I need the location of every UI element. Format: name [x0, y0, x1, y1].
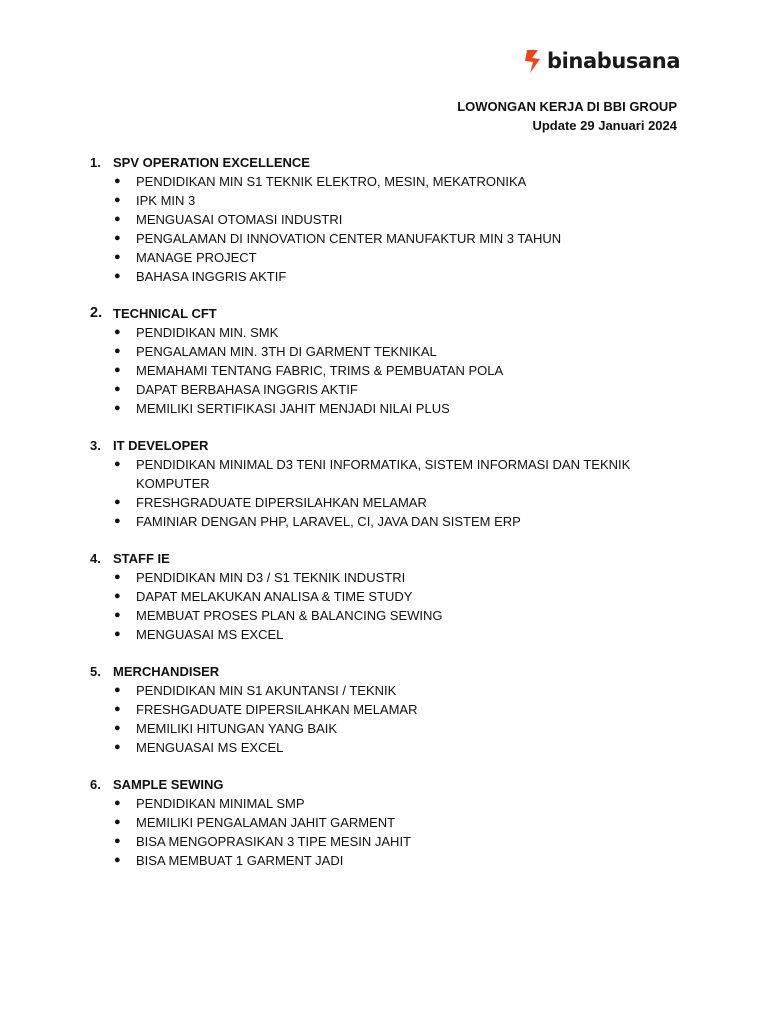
bullet-icon: ●: [114, 571, 121, 583]
requirement-text: MENGUASAI MS EXCEL: [136, 627, 284, 642]
requirement-text: PENDIDIKAN MIN D3 / S1 TEKNIK INDUSTRI: [136, 570, 406, 585]
requirement-item: [90, 794, 670, 813]
bullet-icon: ●: [114, 854, 121, 866]
requirement-text: MEMILIKI PENGALAMAN JAHIT GARMENT: [136, 815, 396, 830]
bullet-icon: ●: [114, 175, 121, 187]
requirement-text: MEMILIKI SERTIFIKASI JAHIT MENJADI NILAI PLUS: [136, 401, 450, 416]
bullet-icon: ●: [114, 590, 121, 602]
job-number: 3.: [90, 438, 101, 453]
requirement-item: [90, 191, 670, 210]
requirement-text: PENGALAMAN MIN. 3TH DI GARMENT TEKNIKAL: [136, 344, 437, 359]
requirement-text: DAPAT MELAKUKAN ANALISA & TIME STUDY: [136, 589, 413, 604]
job-section: [90, 304, 670, 418]
requirement-text: BISA MENGOPRASIKAN 3 TIPE MESIN JAHIT: [136, 834, 411, 849]
job-title: SPV OPERATION EXCELLENCE: [113, 155, 310, 170]
bullet-icon: ●: [114, 835, 121, 847]
job-title: MERCHANDISER: [113, 664, 220, 679]
requirement-text: PENDIDIKAN MIN S1 TEKNIK ELEKTRO, MESIN, MEKATRONIKA: [136, 174, 527, 189]
job-section: [90, 436, 670, 531]
bullet-icon: ●: [114, 402, 121, 414]
requirement-text: MENGUASAI OTOMASI INDUSTRI: [136, 212, 343, 227]
bullet-icon: ●: [114, 496, 121, 508]
requirement-item: [90, 361, 670, 380]
requirement-list: [90, 172, 670, 286]
job-number: 4.: [90, 551, 101, 566]
requirement-text: PENDIDIKAN MIN S1 AKUNTANSI / TEKNIK: [136, 683, 397, 698]
requirement-item: [90, 851, 670, 870]
job-title-row: [90, 775, 670, 794]
requirement-text: FAMINIAR DENGAN PHP, LARAVEL, CI, JAVA DAN SISTEM ERP: [136, 514, 521, 529]
requirement-text: FRESHGADUATE DIPERSILAHKAN MELAMAR: [136, 702, 418, 717]
bullet-icon: ●: [114, 194, 121, 206]
job-title: SAMPLE SEWING: [113, 777, 224, 792]
bullet-icon: ●: [114, 741, 121, 753]
job-listings: [90, 153, 670, 888]
requirement-text: BISA MEMBUAT 1 GARMENT JADI: [136, 853, 344, 868]
bullet-icon: ●: [114, 232, 121, 244]
requirement-text: FRESHGRADUATE DIPERSILAHKAN MELAMAR: [136, 495, 427, 510]
requirement-text: PENDIDIKAN MINIMAL D3 TENI INFORMATIKA, SISTEM INFORMASI DAN TEKNIK KOMPUTER: [136, 457, 631, 491]
requirement-item: [90, 399, 670, 418]
job-section: [90, 662, 670, 757]
requirement-item: [90, 606, 670, 625]
requirement-item: [90, 172, 670, 191]
bullet-icon: ●: [114, 383, 121, 395]
job-number: 2.: [90, 305, 103, 321]
requirement-item: [90, 323, 670, 342]
requirement-item: [90, 813, 670, 832]
requirement-list: [90, 455, 670, 531]
requirement-item: [90, 267, 670, 286]
job-number: 6.: [90, 777, 101, 792]
requirement-list: [90, 323, 670, 418]
requirement-text: MANAGE PROJECT: [136, 250, 257, 265]
requirement-item: [90, 248, 670, 267]
requirement-text: MENGUASAI MS EXCEL: [136, 740, 284, 755]
bullet-icon: ●: [114, 515, 121, 527]
bullet-icon: ●: [114, 628, 121, 640]
job-section: [90, 549, 670, 644]
requirement-text: DAPAT BERBAHASA INGGRIS AKTIF: [136, 382, 358, 397]
requirement-text: BAHASA INGGRIS AKTIF: [136, 269, 287, 284]
bullet-icon: ●: [114, 684, 121, 696]
requirement-list: [90, 681, 670, 757]
bullet-icon: ●: [114, 326, 121, 338]
requirement-item: [90, 719, 670, 738]
company-logo: [522, 46, 680, 76]
requirement-item: [90, 587, 670, 606]
requirement-item: [90, 738, 670, 757]
bullet-icon: ●: [114, 609, 121, 621]
requirement-item: [90, 380, 670, 399]
requirement-item: [90, 342, 670, 361]
bullet-icon: ●: [114, 703, 121, 715]
requirement-text: MEMAHAMI TENTANG FABRIC, TRIMS & PEMBUATAN POLA: [136, 363, 504, 378]
requirement-list: [90, 794, 670, 870]
job-title-row: [90, 549, 670, 568]
requirement-item: [90, 493, 670, 512]
document-title: LOWONGAN KERJA DI BBI GROUP: [457, 99, 677, 114]
requirement-text: PENGALAMAN DI INNOVATION CENTER MANUFAKTUR MIN 3 TAHUN: [136, 231, 562, 246]
requirement-list: [90, 568, 670, 644]
bullet-icon: ●: [114, 722, 121, 734]
requirement-text: PENDIDIKAN MINIMAL SMP: [136, 796, 305, 811]
bullet-icon: ●: [114, 797, 121, 809]
requirement-item: [90, 681, 670, 700]
requirement-text: IPK MIN 3: [136, 193, 196, 208]
update-date: Update 29 Januari 2024: [532, 118, 677, 133]
requirement-item: [90, 568, 670, 587]
requirement-text: PENDIDIKAN MIN. SMK: [136, 325, 279, 340]
bullet-icon: ●: [114, 345, 121, 357]
bullet-icon: ●: [114, 458, 121, 470]
requirement-item: [90, 229, 670, 248]
bullet-icon: ●: [114, 816, 121, 828]
job-section: [90, 153, 670, 286]
requirement-item: [90, 455, 670, 493]
bullet-icon: ●: [114, 364, 121, 376]
bullet-icon: ●: [114, 213, 121, 225]
bullet-icon: ●: [114, 270, 121, 282]
job-section: [90, 775, 670, 870]
requirement-item: [90, 832, 670, 851]
requirement-item: [90, 625, 670, 644]
requirement-text: MEMBUAT PROSES PLAN & BALANCING SEWING: [136, 608, 443, 623]
bullet-icon: ●: [114, 251, 121, 263]
logo-text: binabusana: [547, 49, 681, 73]
job-number: 5.: [90, 664, 101, 679]
job-title-row: [90, 662, 670, 681]
requirement-item: [90, 700, 670, 719]
requirement-item: [90, 210, 670, 229]
binabusana-logo-icon: [522, 46, 544, 76]
requirement-text: MEMILIKI HITUNGAN YANG BAIK: [136, 721, 338, 736]
job-title-row: [90, 436, 670, 455]
job-title: STAFF IE: [113, 551, 170, 566]
job-title-row: [90, 304, 670, 323]
job-title: IT DEVELOPER: [113, 438, 209, 453]
job-title-row: [90, 153, 670, 172]
job-number: 1.: [90, 155, 101, 170]
requirement-item: [90, 512, 670, 531]
job-title: TECHNICAL CFT: [113, 306, 217, 321]
document-header: [457, 97, 677, 135]
